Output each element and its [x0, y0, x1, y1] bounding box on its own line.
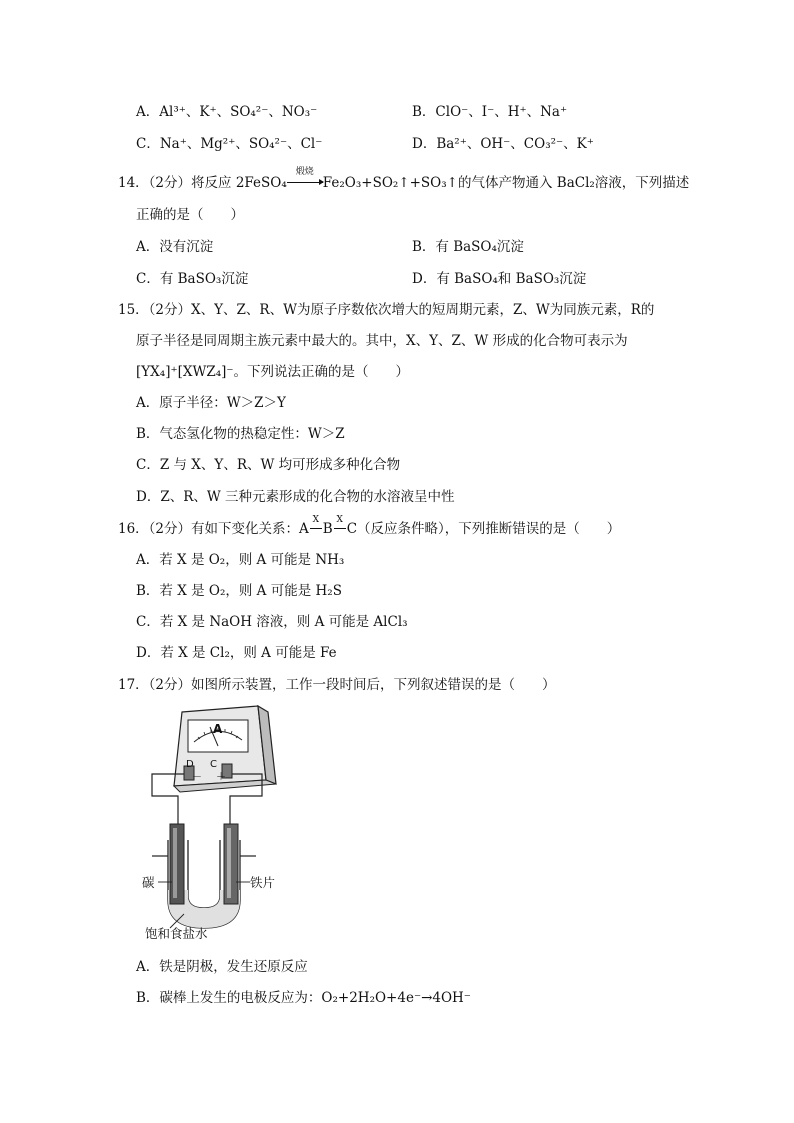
q15-option-b: B．气态氢化物的热稳定性：W＞Z — [136, 426, 345, 442]
terminal-plus: ＋ — [216, 772, 226, 783]
label-carbon: 碳 — [142, 875, 155, 890]
q15-stem-line2: 原子半径是同周期主族元素中最大的。其中，X、Y、Z、W 形成的化合物可表示为 — [136, 333, 628, 349]
q17-stem: 17．（2分）如图所示装置，工作一段时间后，下列叙述错误的是（ ） — [118, 677, 556, 693]
terminal-minus: － — [192, 772, 202, 783]
q16-stem — [118, 515, 621, 538]
q15-option-c: C．Z 与 X、Y、R、W 均可形成多种化合物 — [136, 457, 401, 473]
q14-products: Fe₂O₃+SO₂↑+SO₃↑的气体产物通入 BaCl₂溶液，下列描述 — [322, 175, 690, 191]
label-solution: 饱和食盐水 — [145, 926, 208, 941]
q14-option-c: C．有 BaSO₃沉淀 — [136, 271, 249, 287]
terminal-d: D — [186, 759, 194, 770]
q14-condition: 煅烧 — [295, 167, 314, 177]
electrochemistry-figure — [140, 700, 280, 950]
q16-number: 16．（2分）有如下变化关系：A — [118, 521, 309, 537]
label-iron: 铁片 — [250, 875, 276, 890]
q16-option-d: D．若 X 是 Cl₂，则 A 可能是 Fe — [136, 645, 337, 661]
terminal-c: C — [210, 759, 217, 770]
q14-option-d: D．有 BaSO₄和 BaSO₃沉淀 — [412, 271, 587, 287]
q13-option-c: C．Na⁺、Mg²⁺、SO₄²⁻、Cl⁻ — [136, 136, 323, 152]
q16-arrow-2 — [333, 515, 347, 538]
q14-option-a: A．没有沉淀 — [136, 239, 214, 255]
meter-label: A — [213, 722, 223, 736]
q16-option-b: B．若 X 是 O₂，则 A 可能是 H₂S — [136, 583, 342, 599]
q16-option-c: C．若 X 是 NaOH 溶液，则 A 可能是 AlCl₃ — [136, 614, 408, 630]
q13-option-d: D．Ba²⁺、OH⁻、CO₃²⁻、K⁺ — [412, 136, 594, 152]
q15-stem-line3: [YX₄]⁺[XWZ₄]⁻。下列说法正确的是（ ） — [136, 364, 410, 380]
q13-option-b: B．ClO⁻、I⁻、H⁺、Na⁺ — [412, 104, 568, 120]
u-tube — [152, 824, 256, 928]
q14-number: 14．（2分）将反应 — [118, 175, 232, 191]
q13-option-a: A．Al³⁺、K⁺、SO₄²⁻、NO₃⁻ — [136, 104, 318, 120]
q16-end: C（反应条件略），下列推断错误的是（ ） — [346, 521, 621, 537]
q16-arrow-2-label: X — [336, 515, 343, 525]
reaction-arrow — [287, 167, 323, 192]
q17-option-a: A．铁是阴极，发生还原反应 — [136, 959, 308, 975]
q16-option-a: A．若 X 是 O₂，则 A 可能是 NH₃ — [136, 552, 345, 568]
q16-mid: B — [322, 521, 333, 537]
q17-option-b: B．碳棒上发生的电极反应为：O₂+2H₂O+4e⁻→4OH⁻ — [136, 990, 471, 1006]
q14-stem-line2: 正确的是（ ） — [136, 207, 244, 223]
q15-option-d: D．Z、R、W 三种元素形成的化合物的水溶液呈中性 — [136, 489, 455, 505]
q14-option-b: B．有 BaSO₄沉淀 — [412, 239, 524, 255]
q14-stem — [118, 167, 690, 192]
q16-arrow-1 — [309, 515, 323, 538]
q16-arrow-1-label: X — [312, 515, 319, 525]
q15-option-a: A．原子半径：W＞Z＞Y — [136, 395, 286, 411]
q15-stem-line1: 15．（2分）X、Y、Z、R、W为原子序数依次增大的短周期元素，Z、W为同族元素，R的 — [118, 302, 655, 318]
q14-reactant: 2FeSO₄ — [235, 175, 287, 191]
